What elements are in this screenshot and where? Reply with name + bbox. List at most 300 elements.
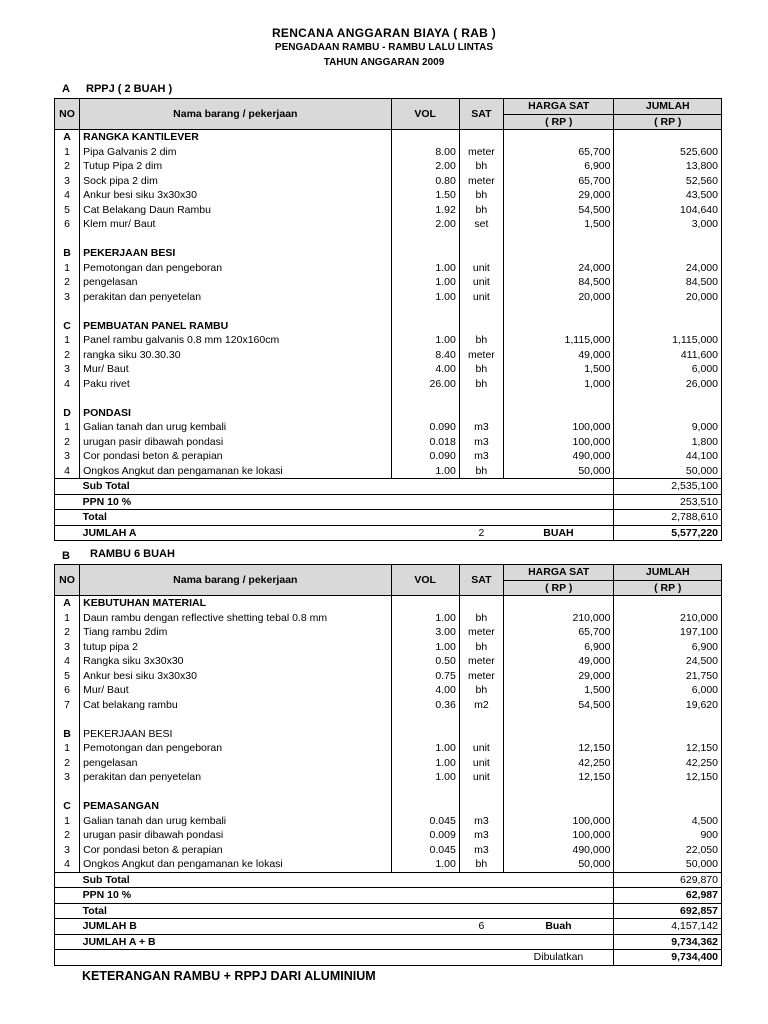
- document-title: RENCANA ANGGARAN BIAYA ( RAB ): [271, 26, 497, 40]
- table-row: [55, 683, 722, 698]
- summary-empty: [391, 510, 459, 526]
- group-letter: D: [55, 406, 80, 421]
- summary-qty: 6: [459, 919, 503, 935]
- item-vol: 1.92: [391, 203, 459, 218]
- table-row: [55, 625, 722, 640]
- item-harga: 1,000: [503, 377, 613, 392]
- empty-cell: [614, 319, 722, 334]
- spacer-cell: [614, 304, 722, 319]
- summary-qty: [459, 888, 503, 904]
- spacer-cell: [80, 232, 391, 247]
- group-title: PEKERJAAN BESI: [80, 727, 391, 742]
- summary-label: Total: [80, 903, 391, 919]
- group-title: KEBUTUHAN MATERIAL: [80, 596, 391, 611]
- item-jumlah: 20,000: [614, 290, 722, 305]
- item-sat: unit: [459, 770, 503, 785]
- table-row: [55, 290, 722, 305]
- empty-cell: [459, 727, 503, 742]
- item-jumlah: 13,800: [614, 159, 722, 174]
- spacer-cell: [459, 304, 503, 319]
- empty-cell: [391, 130, 459, 145]
- table-row: [55, 698, 722, 713]
- group-letter: B: [55, 246, 80, 261]
- spacer-cell: [391, 391, 459, 406]
- summary-qty: [459, 903, 503, 919]
- group-title: PEKERJAAN BESI: [80, 246, 391, 261]
- item-harga: 490,000: [503, 449, 613, 464]
- summary-label: Total: [80, 510, 391, 526]
- summary-amount: 9,734,400: [614, 950, 722, 966]
- spacer-cell: [55, 232, 80, 247]
- table-row: [55, 611, 722, 626]
- empty-cell: [503, 727, 613, 742]
- summary-spacer: [55, 888, 80, 904]
- item-no: 1: [55, 145, 80, 160]
- item-name: pengelasan: [80, 275, 391, 290]
- summary-empty: [391, 872, 459, 888]
- item-sat: meter: [459, 174, 503, 189]
- document-subtitle: PENGADAAN RAMBU - RAMBU LALU LINTAS: [274, 42, 494, 53]
- group-row: [55, 130, 722, 145]
- item-vol: 4.00: [391, 362, 459, 377]
- summary-spacer: [55, 525, 80, 541]
- item-jumlah: 84,500: [614, 275, 722, 290]
- table-row: [55, 275, 722, 290]
- item-no: 5: [55, 669, 80, 684]
- item-name: Tiang rambu 2dim: [80, 625, 391, 640]
- item-no: 6: [55, 683, 80, 698]
- table-row: [55, 145, 722, 160]
- item-harga: 29,000: [503, 188, 613, 203]
- summary-empty: [391, 903, 459, 919]
- summary-row: [55, 872, 722, 888]
- item-sat: m3: [459, 828, 503, 843]
- item-name: Cor pondasi beton & perapian: [80, 843, 391, 858]
- item-name: Cor pondasi beton & perapian: [80, 449, 391, 464]
- empty-cell: [459, 406, 503, 421]
- item-jumlah: 411,600: [614, 348, 722, 363]
- item-no: 1: [55, 333, 80, 348]
- item-jumlah: 26,000: [614, 377, 722, 392]
- spacer-row: [55, 232, 722, 247]
- item-name: Daun rambu dengan reflective shetting tebal 0.8 mm: [80, 611, 391, 626]
- summary-unit: [503, 494, 613, 510]
- item-jumlah: 3,000: [614, 217, 722, 232]
- item-no: 3: [55, 770, 80, 785]
- summary-unit: [503, 872, 613, 888]
- item-name: urugan pasir dibawah pondasi: [80, 828, 391, 843]
- item-jumlah: 1,115,000: [614, 333, 722, 348]
- item-harga: 1,500: [503, 217, 613, 232]
- item-harga: 29,000: [503, 669, 613, 684]
- item-name: tutup pipa 2: [80, 640, 391, 655]
- spacer-row: [55, 785, 722, 800]
- item-jumlah: 12,150: [614, 741, 722, 756]
- item-vol: 0.50: [391, 654, 459, 669]
- item-no: 2: [55, 275, 80, 290]
- item-harga: 1,115,000: [503, 333, 613, 348]
- item-name: Cat belakang rambu: [80, 698, 391, 713]
- table-row: [55, 669, 722, 684]
- spacer-cell: [391, 304, 459, 319]
- item-vol: 1.00: [391, 756, 459, 771]
- item-jumlah: 19,620: [614, 698, 722, 713]
- summary-spacer: [55, 479, 80, 495]
- group-row: [55, 319, 722, 334]
- item-no: 3: [55, 843, 80, 858]
- summary-row: [55, 510, 722, 526]
- summary-label: JUMLAH A: [80, 525, 391, 541]
- header-row: [55, 99, 722, 115]
- section-a-letter: A: [62, 83, 70, 95]
- group-row: [55, 406, 722, 421]
- empty-cell: [614, 246, 722, 261]
- summary-row: [55, 950, 722, 966]
- empty-cell: [391, 596, 459, 611]
- item-sat: m3: [459, 449, 503, 464]
- item-no: 1: [55, 814, 80, 829]
- item-sat: bh: [459, 611, 503, 626]
- item-no: 3: [55, 362, 80, 377]
- spacer-cell: [55, 304, 80, 319]
- item-harga: 50,000: [503, 464, 613, 479]
- empty-cell: [459, 130, 503, 145]
- spacer-cell: [503, 304, 613, 319]
- item-name: pengelasan: [80, 756, 391, 771]
- item-jumlah: 21,750: [614, 669, 722, 684]
- item-harga: 1,500: [503, 683, 613, 698]
- item-vol: 2.00: [391, 159, 459, 174]
- footer-note: KETERANGAN RAMBU + RPPJ DARI ALUMINIUM: [82, 969, 376, 983]
- item-name: Ankur besi siku 3x30x30: [80, 188, 391, 203]
- item-jumlah: 12,150: [614, 770, 722, 785]
- item-sat: meter: [459, 669, 503, 684]
- item-no: 3: [55, 174, 80, 189]
- empty-cell: [614, 727, 722, 742]
- item-sat: unit: [459, 741, 503, 756]
- summary-amount: 2,788,610: [614, 510, 722, 526]
- item-no: 1: [55, 611, 80, 626]
- empty-cell: [391, 727, 459, 742]
- item-vol: 0.090: [391, 449, 459, 464]
- item-sat: bh: [459, 203, 503, 218]
- summary-amount: 629,870: [614, 872, 722, 888]
- summary-row: [55, 494, 722, 510]
- item-name: Ongkos Angkut dan pengamanan ke lokasi: [80, 857, 391, 872]
- item-vol: 1.50: [391, 188, 459, 203]
- item-harga: 100,000: [503, 828, 613, 843]
- group-row: [55, 596, 722, 611]
- item-vol: 1.00: [391, 261, 459, 276]
- table-row: [55, 333, 722, 348]
- summary-empty: [391, 919, 459, 935]
- header-name: Nama barang / pekerjaan: [80, 565, 391, 596]
- item-name: rangka siku 30.30.30: [80, 348, 391, 363]
- item-jumlah: 50,000: [614, 464, 722, 479]
- item-no: 7: [55, 698, 80, 713]
- item-jumlah: 210,000: [614, 611, 722, 626]
- item-vol: 1.00: [391, 333, 459, 348]
- table-row: [55, 261, 722, 276]
- item-name: Pipa Galvanis 2 dim: [80, 145, 391, 160]
- item-harga: 210,000: [503, 611, 613, 626]
- item-vol: 0.018: [391, 435, 459, 450]
- item-harga: 49,000: [503, 654, 613, 669]
- table-row: [55, 857, 722, 872]
- item-no: 2: [55, 435, 80, 450]
- empty-cell: [614, 406, 722, 421]
- item-harga: 12,150: [503, 741, 613, 756]
- item-harga: 65,700: [503, 145, 613, 160]
- spacer-cell: [55, 391, 80, 406]
- item-jumlah: 42,250: [614, 756, 722, 771]
- empty-cell: [459, 799, 503, 814]
- item-no: 1: [55, 420, 80, 435]
- item-vol: 0.80: [391, 174, 459, 189]
- item-sat: unit: [459, 261, 503, 276]
- item-harga: 84,500: [503, 275, 613, 290]
- empty-cell: [503, 406, 613, 421]
- header-sat: SAT: [459, 565, 503, 596]
- summary-qty: [459, 872, 503, 888]
- item-no: 4: [55, 857, 80, 872]
- item-no: 2: [55, 625, 80, 640]
- item-sat: meter: [459, 348, 503, 363]
- item-harga: 49,000: [503, 348, 613, 363]
- empty-cell: [391, 406, 459, 421]
- header-harga: HARGA SAT: [503, 565, 613, 581]
- item-harga: 490,000: [503, 843, 613, 858]
- summary-label: PPN 10 %: [80, 494, 391, 510]
- item-no: 4: [55, 188, 80, 203]
- item-sat: unit: [459, 290, 503, 305]
- empty-cell: [503, 799, 613, 814]
- spacer-cell: [391, 232, 459, 247]
- rab-table-a: [54, 98, 722, 541]
- empty-cell: [614, 130, 722, 145]
- header-vol: VOL: [391, 565, 459, 596]
- empty-cell: [614, 799, 722, 814]
- item-name: perakitan dan penyetelan: [80, 770, 391, 785]
- group-row: [55, 246, 722, 261]
- item-vol: 3.00: [391, 625, 459, 640]
- spacer-cell: [503, 391, 613, 406]
- item-sat: bh: [459, 683, 503, 698]
- summary-amount: 2,535,100: [614, 479, 722, 495]
- rab-table-b: [54, 564, 722, 966]
- item-jumlah: 6,000: [614, 362, 722, 377]
- summary-empty: [391, 494, 459, 510]
- empty-cell: [391, 799, 459, 814]
- document-year: TAHUN ANGGARAN 2009: [323, 57, 445, 68]
- header-harga: HARGA SAT: [503, 99, 613, 115]
- group-letter: A: [55, 130, 80, 145]
- header-name: Nama barang / pekerjaan: [80, 99, 391, 130]
- summary-qty: [459, 510, 503, 526]
- item-sat: bh: [459, 377, 503, 392]
- table-row: [55, 348, 722, 363]
- group-letter: C: [55, 799, 80, 814]
- summary-spacer: [55, 494, 80, 510]
- empty-cell: [503, 246, 613, 261]
- table-row: [55, 756, 722, 771]
- summary-amount: 9,734,362: [614, 934, 722, 950]
- item-vol: 0.045: [391, 843, 459, 858]
- item-vol: 0.009: [391, 828, 459, 843]
- spacer-row: [55, 391, 722, 406]
- spacer-cell: [614, 785, 722, 800]
- item-jumlah: 52,560: [614, 174, 722, 189]
- table-row: [55, 188, 722, 203]
- group-letter: A: [55, 596, 80, 611]
- spacer-cell: [614, 712, 722, 727]
- spacer-cell: [80, 785, 391, 800]
- item-vol: 2.00: [391, 217, 459, 232]
- item-name: Sock pipa 2 dim: [80, 174, 391, 189]
- summary-label: JUMLAH A + B: [80, 934, 391, 950]
- group-title: PEMASANGAN: [80, 799, 391, 814]
- summary-spacer: [55, 919, 80, 935]
- summary-amount: 5,577,220: [614, 525, 722, 541]
- summary-empty: [391, 950, 459, 966]
- spacer-row: [55, 712, 722, 727]
- item-sat: meter: [459, 145, 503, 160]
- spacer-cell: [503, 712, 613, 727]
- summary-unit: [503, 888, 613, 904]
- summary-qty: [459, 479, 503, 495]
- item-name: Mur/ Baut: [80, 362, 391, 377]
- item-harga: 6,900: [503, 159, 613, 174]
- item-name: Mur/ Baut: [80, 683, 391, 698]
- item-jumlah: 197,100: [614, 625, 722, 640]
- table-row: [55, 420, 722, 435]
- spacer-cell: [391, 712, 459, 727]
- table-row: [55, 770, 722, 785]
- empty-cell: [459, 596, 503, 611]
- item-name: Ankur besi siku 3x30x30: [80, 669, 391, 684]
- summary-unit: [503, 934, 613, 950]
- item-name: Panel rambu galvanis 0.8 mm 120x160cm: [80, 333, 391, 348]
- table-row: [55, 217, 722, 232]
- item-sat: m3: [459, 420, 503, 435]
- item-harga: 100,000: [503, 420, 613, 435]
- item-jumlah: 9,000: [614, 420, 722, 435]
- summary-row: [55, 479, 722, 495]
- table-row: [55, 159, 722, 174]
- item-vol: 0.36: [391, 698, 459, 713]
- item-vol: 1.00: [391, 464, 459, 479]
- summary-empty: [391, 888, 459, 904]
- summary-spacer: [55, 903, 80, 919]
- item-sat: bh: [459, 333, 503, 348]
- header-row: [55, 565, 722, 581]
- summary-row: [55, 888, 722, 904]
- item-sat: m3: [459, 814, 503, 829]
- item-harga: 20,000: [503, 290, 613, 305]
- empty-cell: [391, 246, 459, 261]
- summary-qty: [459, 494, 503, 510]
- item-no: 3: [55, 640, 80, 655]
- item-jumlah: 104,640: [614, 203, 722, 218]
- item-no: 1: [55, 261, 80, 276]
- spacer-row: [55, 304, 722, 319]
- item-vol: 1.00: [391, 611, 459, 626]
- table-row: [55, 464, 722, 479]
- summary-label: JUMLAH B: [80, 919, 391, 935]
- spacer-cell: [80, 391, 391, 406]
- spacer-cell: [55, 785, 80, 800]
- summary-qty: [459, 950, 503, 966]
- summary-label: Sub Total: [80, 479, 391, 495]
- summary-row: [55, 919, 722, 935]
- group-row: [55, 727, 722, 742]
- item-no: 2: [55, 756, 80, 771]
- item-vol: 1.00: [391, 290, 459, 305]
- spacer-cell: [55, 712, 80, 727]
- item-sat: meter: [459, 654, 503, 669]
- summary-spacer: [55, 950, 80, 966]
- spacer-cell: [503, 232, 613, 247]
- item-harga: 54,500: [503, 698, 613, 713]
- summary-empty: [391, 934, 459, 950]
- table-row: [55, 203, 722, 218]
- spacer-cell: [459, 712, 503, 727]
- summary-amount: 62,987: [614, 888, 722, 904]
- summary-amount: 253,510: [614, 494, 722, 510]
- section-b-letter: B: [62, 550, 70, 562]
- item-harga: 24,000: [503, 261, 613, 276]
- item-jumlah: 525,600: [614, 145, 722, 160]
- item-jumlah: 900: [614, 828, 722, 843]
- item-jumlah: 1,800: [614, 435, 722, 450]
- table-row: [55, 640, 722, 655]
- item-vol: 4.00: [391, 683, 459, 698]
- item-vol: 8.40: [391, 348, 459, 363]
- summary-amount: 4,157,142: [614, 919, 722, 935]
- summary-empty: [391, 479, 459, 495]
- group-title: PEMBUATAN PANEL RAMBU: [80, 319, 391, 334]
- item-no: 2: [55, 348, 80, 363]
- item-vol: 1.00: [391, 640, 459, 655]
- table-row: [55, 362, 722, 377]
- header-harga-unit: ( RP ): [503, 580, 613, 596]
- item-name: Rangka siku 3x30x30: [80, 654, 391, 669]
- item-vol: 0.090: [391, 420, 459, 435]
- table-row: [55, 435, 722, 450]
- item-name: perakitan dan penyetelan: [80, 290, 391, 305]
- item-harga: 54,500: [503, 203, 613, 218]
- item-jumlah: 4,500: [614, 814, 722, 829]
- item-jumlah: 24,000: [614, 261, 722, 276]
- table-row: [55, 814, 722, 829]
- header-sat: SAT: [459, 99, 503, 130]
- item-no: 4: [55, 654, 80, 669]
- group-letter: C: [55, 319, 80, 334]
- item-harga: 65,700: [503, 625, 613, 640]
- item-vol: 1.00: [391, 741, 459, 756]
- table-row: [55, 828, 722, 843]
- empty-cell: [459, 319, 503, 334]
- spacer-cell: [503, 785, 613, 800]
- item-name: Pemotongan dan pengeboran: [80, 261, 391, 276]
- item-sat: unit: [459, 756, 503, 771]
- summary-label: [80, 950, 391, 966]
- item-sat: bh: [459, 159, 503, 174]
- spacer-cell: [80, 712, 391, 727]
- summary-amount: 692,857: [614, 903, 722, 919]
- summary-label: PPN 10 %: [80, 888, 391, 904]
- item-vol: 8.00: [391, 145, 459, 160]
